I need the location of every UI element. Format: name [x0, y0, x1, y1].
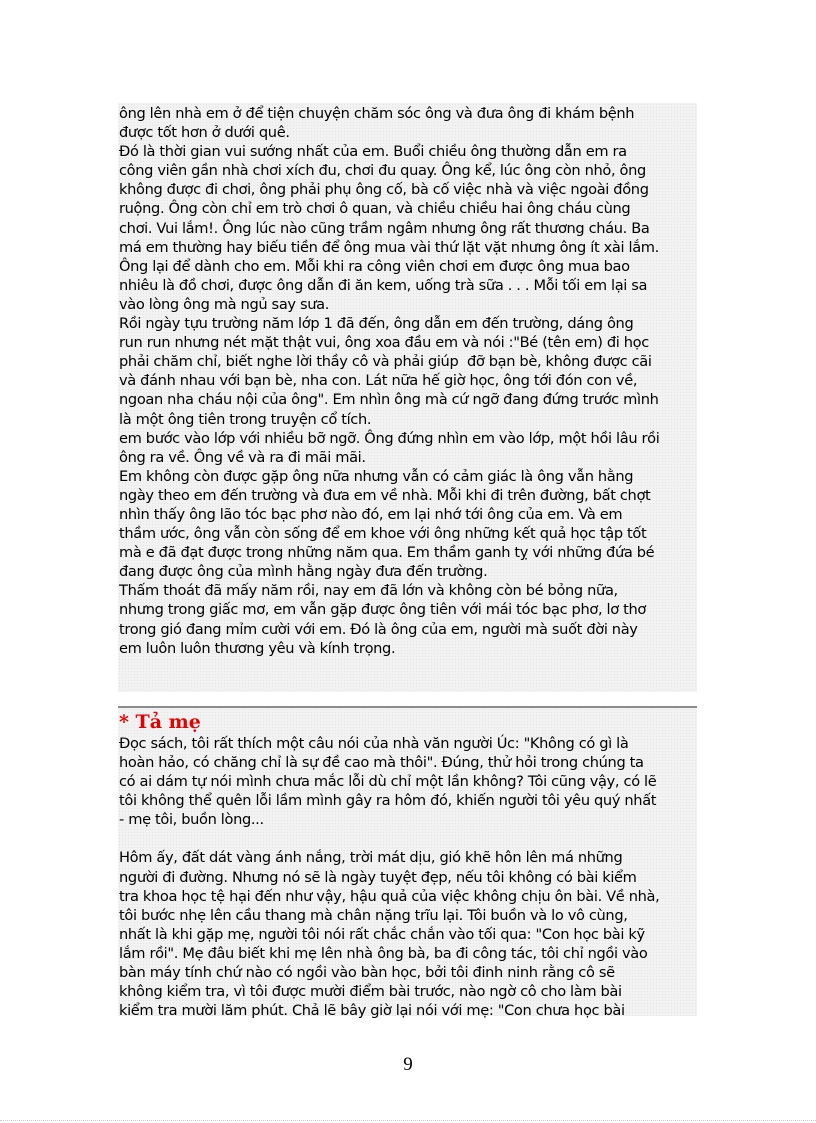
story-grandfather-continued: [118, 103, 697, 692]
body-paragraph: Hôm ấy, đất dát vàng ánh nắng, trời mát dịu, gió khẽ hôn lên má những người đi đường. Nhưng nó sẽ là ngày tuyệt đẹp, nếu tôi không có bài kiểm tra khoa học tệ hại đến như vậy, hậu quả của việc không chịu ôn bài. Về nhà, tôi bước nhẹ lên cầu thang mà chân nặng trĩu lại. Tôi buồn và lo vô cùng, nhất là khi gặp mẹ, người tôi nói rất chắc chắn vào tối qua: "Con học bài kỹ lắm rồi". Mẹ đâu biết khi mẹ lên nhà ông bà, ba đi công tác, tôi chỉ ngồi vào bàn máy tính chứ nào có ngồi vào bàn học, bởi tôi đinh ninh rằng cô sẽ không kiểm tra, vì tôi được mười điểm bài trước, nào ngờ cô cho làm bài kiểm tra mười lăm phút. Chả lẽ bây giờ lại nói với mẹ: "Con chưa học bài: [119, 849, 660, 1020]
story-mother: [118, 708, 697, 1020]
body-paragraph: Đọc sách, tôi rất thích một câu nói của nhà văn người Úc: "Không có gì là hoàn hảo, có chăng chỉ là sự đề cao mà thôi". Đúng, thử hỏi trong chúng ta có ai dám tự nói mình chưa mắc lỗi dù chỉ một lần không? Tôi cũng vậy, có lẽ tôi không thể quên lỗi lầm mình gây ra hôm đó, khiến người tôi yêu quý nhất - mẹ tôi, buồn lòng...: [119, 735, 657, 829]
section-heading: * Tả mẹ: [119, 711, 201, 733]
page-bottom-border: [0, 1120, 816, 1121]
page-number: 9: [403, 1054, 413, 1075]
body-paragraph: ông lên nhà em ở để tiện chuyện chăm sóc ông và đưa ông đi khám bệnh được tốt hơn ở dưới quê. Đó là thời gian vui sướng nhất của em. Buổi chiều ông thường dẫn em ra công viên gần nhà chơi xích đu, chơi đu quay. Ông kể, lúc ông còn nhỏ, ông không được đi chơi, ông phải phụ ông cố, bà cố việc nhà và việc ngoài đồng ruộng. Ông còn chỉ em trò chơi ô quan, và chiều chiều hai ông cháu cùng chơi. Vui lắm!. Ông lúc nào cũng trầm ngâm nhưng ông rất thương cháu. Ba má em thường hay biếu tiền để ông mua vài thứ lặt vặt nhưng ông ít xài lắm. Ông lại để dành cho em. Mỗi khi ra công viên chơi em được ông mua bao nhiêu là đồ chơi, được ông dẫn đi ăn kem, uống trà sữa . . . Mỗi tối em lại sa vào lòng ông mà ngủ say sưa. Rồi ngày tựu trường năm lớp 1 đã đến, ông dẫn em đến trường, dáng ông run run nhưng nét mặt thật vui, ông xoa đầu em và nói :"Bé (tên em) đi học phải chăm chỉ, biết nghe lời thầy cô và phải giúp đỡ bạn bè, không được cãi và đánh nhau với bạn bè, nha con. Lát nữa hế giờ học, ông tới đón con về, ngoan nha cháu nội của ông". Em nhìn ông mà cứ ngỡ đang đứng trước mình là một ông tiên trong truyện cổ tích. em bước vào lớp với nhiều bỡ ngỡ. Ông đứng nhìn em vào lớp, một hồi lâu rồi ông ra về. Ông về và ra đi mãi mãi. Em không còn được gặp ông nữa nhưng vẫn có cảm giác là ông vẫn hằng ngày theo em đến trường và đưa em về nhà. Mỗi khi đi trên đường, bất chợt nhìn thấy ông lão tóc bạc phơ nào đó, em lại nhớ tới ông của em. Và em thầm ước, ông vẫn còn sống để em khoe với ông những kết quả học tập tốt mà e đã đạt được trong những năm qua. Em thầm ganh tỵ với những đứa bé đang được ông của mình hằng ngày đưa đến trường. Thấm thoát đã mấy năm rồi, nay em đã lớn và không còn bé bỏng nữa, nhưng trong giấc mơ, em vẫn gặp được ông tiên với mái tóc bạc phơ, lơ thơ trong gió đang mỉm cười với em. Đó là ông của em, người mà suốt đời này em luôn luôn thương yêu và kính trọng.: [119, 105, 660, 657]
